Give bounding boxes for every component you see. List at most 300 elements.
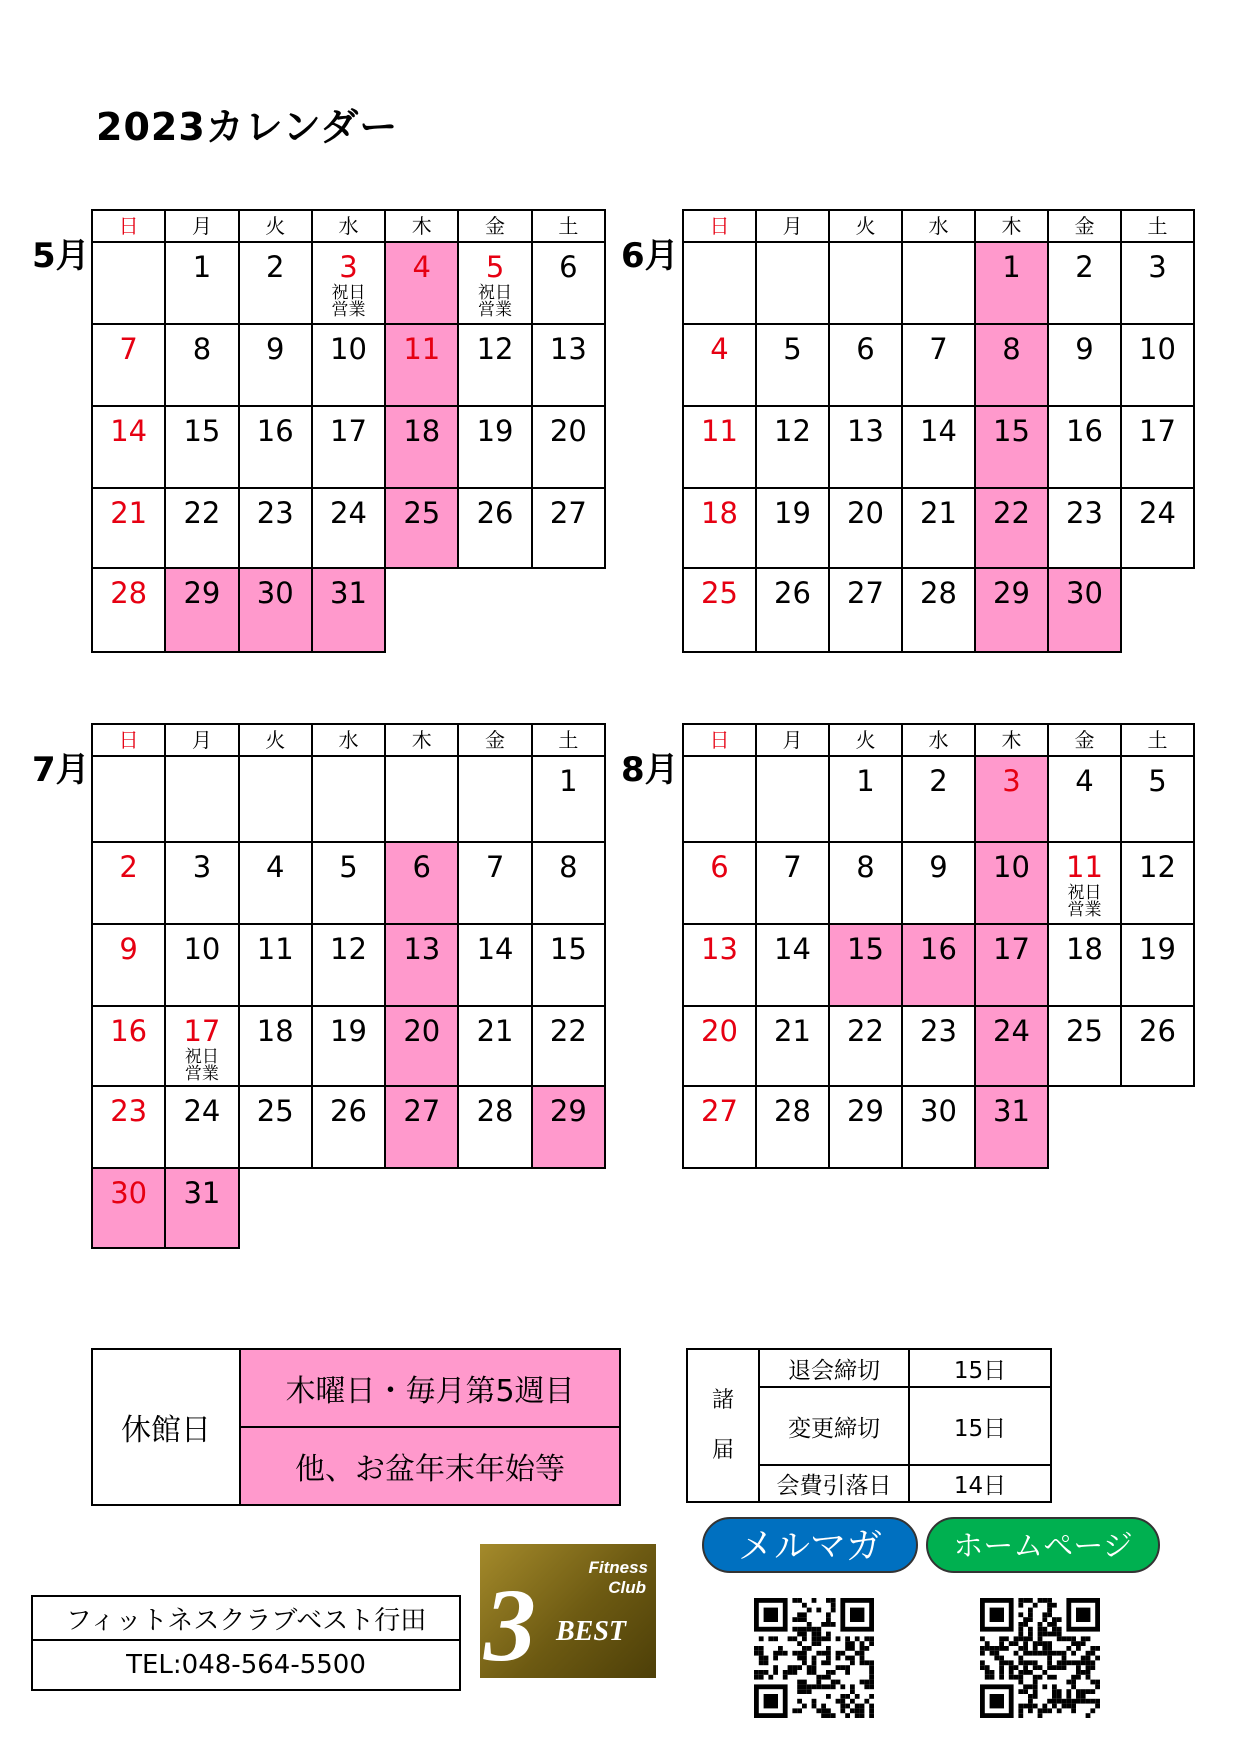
day-number: 7 <box>485 850 505 884</box>
closed-days-rule: 木曜日・毎月第5週目 <box>240 1349 620 1427</box>
calendar-day-cell <box>829 1086 902 1168</box>
calendar-day-cell <box>385 842 458 924</box>
calendar-week-row <box>683 406 1194 488</box>
day-number: 27 <box>701 1094 738 1128</box>
calendar-day-cell <box>1048 242 1121 324</box>
day-number: 2 <box>929 764 948 798</box>
day-number: 23 <box>256 496 294 530</box>
day-number: 25 <box>256 1094 294 1128</box>
calendar-day-cell <box>756 406 829 488</box>
day-number: 21 <box>110 496 148 530</box>
day-number: 11 <box>256 932 294 966</box>
day-number: 18 <box>1066 932 1103 966</box>
calendar-day-cell <box>683 1006 756 1086</box>
day-number: 1 <box>1002 250 1021 284</box>
closed-days-label: 休館日 <box>92 1349 240 1505</box>
day-number: 16 <box>920 932 957 966</box>
calendar-day-cell <box>458 242 531 324</box>
calendar-week-row <box>92 568 605 652</box>
calendar-day-cell <box>312 924 385 1006</box>
calendar-day-cell <box>683 324 756 406</box>
weekday-header-row <box>683 724 1194 756</box>
calendar-day-cell <box>1048 324 1121 406</box>
weekday-header: 火 <box>829 724 902 756</box>
calendar-day-cell <box>165 1168 238 1248</box>
calendar-day-cell <box>683 924 756 1006</box>
calendar-day-cell <box>532 1086 605 1168</box>
day-number: 24 <box>1139 496 1176 530</box>
calendar-day-cell <box>1121 406 1194 488</box>
weekday-header-row <box>92 724 605 756</box>
calendar-day-cell <box>312 568 385 652</box>
day-number: 9 <box>265 332 285 366</box>
day-number: 17 <box>330 414 367 448</box>
calendar-day-cell <box>385 406 458 488</box>
day-number: 30 <box>1066 576 1103 610</box>
day-number: 6 <box>412 850 431 884</box>
calendar-day-cell <box>165 842 238 924</box>
calendar-day-cell <box>902 756 975 842</box>
calendar-day-cell <box>458 324 531 406</box>
day-number: 12 <box>330 932 367 966</box>
day-number: 24 <box>330 496 367 530</box>
calendar-week-row <box>683 756 1194 842</box>
calendar-day-cell <box>1121 842 1194 924</box>
calendar-day-cell <box>239 1086 312 1168</box>
day-number: 13 <box>403 932 441 966</box>
day-number: 4 <box>1075 764 1094 798</box>
holiday-open-note: 祝日 営業 <box>331 283 366 320</box>
calendar-body <box>683 756 1194 1168</box>
calendar-day-cell <box>165 406 238 488</box>
day-number: 28 <box>476 1094 514 1128</box>
day-number: 4 <box>710 332 729 366</box>
calendar-day-cell <box>92 568 165 652</box>
day-number: 10 <box>993 850 1030 884</box>
day-number: 8 <box>1002 332 1021 366</box>
notice-value: 15日 <box>909 1387 1051 1465</box>
day-number: 21 <box>920 496 957 530</box>
calendar-day-cell <box>683 242 756 324</box>
day-number: 20 <box>403 1014 441 1048</box>
calendar-day-cell <box>385 924 458 1006</box>
calendar-day-cell <box>92 242 165 324</box>
day-number: 8 <box>856 850 875 884</box>
calendar-empty-cell <box>1121 1086 1194 1168</box>
weekday-header: 火 <box>829 210 902 242</box>
calendar-day-cell <box>683 568 756 652</box>
closed-days-other: 他、お盆年末年始等 <box>240 1427 620 1505</box>
day-number: 29 <box>549 1094 587 1128</box>
day-number: 25 <box>1066 1014 1103 1048</box>
day-number: 19 <box>1139 932 1176 966</box>
calendar-day-cell <box>92 924 165 1006</box>
weekday-header: 土 <box>532 724 605 756</box>
calendar-day-cell <box>165 324 238 406</box>
day-number: 2 <box>119 850 138 884</box>
calendar-day-cell <box>532 842 605 924</box>
calendar-day-cell <box>902 1086 975 1168</box>
month-label-jun: 6月 <box>621 236 679 276</box>
day-number: 11 <box>701 414 738 448</box>
calendar-week-row <box>683 324 1194 406</box>
calendar-day-cell <box>532 406 605 488</box>
day-number: 23 <box>110 1094 148 1128</box>
day-number: 4 <box>412 250 431 284</box>
calendar-day-cell <box>312 756 385 842</box>
calendar-day-cell <box>458 756 531 842</box>
logo-mark: 3 <box>484 1568 536 1678</box>
holiday-open-note: 祝日 営業 <box>478 283 513 320</box>
day-number: 19 <box>774 496 811 530</box>
calendar-day-cell <box>385 324 458 406</box>
day-number: 30 <box>920 1094 957 1128</box>
weekday-header: 木 <box>385 210 458 242</box>
calendar-day-cell <box>1121 488 1194 568</box>
calendar-day-cell <box>1121 1006 1194 1086</box>
calendar-day-cell <box>92 756 165 842</box>
day-number: 14 <box>110 414 148 448</box>
calendar-day-cell <box>1121 924 1194 1006</box>
day-number: 24 <box>183 1094 221 1128</box>
day-number: 10 <box>1139 332 1176 366</box>
day-number: 25 <box>701 576 738 610</box>
day-number: 20 <box>847 496 884 530</box>
calendar-day-cell <box>385 1086 458 1168</box>
calendar-body <box>92 756 605 1248</box>
calendar-day-cell <box>312 1006 385 1086</box>
calendar-day-cell <box>312 488 385 568</box>
day-number: 3 <box>339 250 358 284</box>
notice-name: 会費引落日 <box>759 1465 909 1502</box>
calendar-day-cell <box>975 406 1048 488</box>
weekday-header: 金 <box>458 724 531 756</box>
day-number: 6 <box>856 332 875 366</box>
calendar-day-cell <box>756 568 829 652</box>
weekday-header: 金 <box>1048 210 1121 242</box>
weekday-header: 月 <box>165 210 238 242</box>
calendar-week-row <box>683 924 1194 1006</box>
calendar-day-cell <box>92 842 165 924</box>
calendar-day-cell <box>165 1006 238 1086</box>
calendar-day-cell <box>1048 406 1121 488</box>
weekday-header: 月 <box>756 724 829 756</box>
day-number: 7 <box>783 850 802 884</box>
calendar-day-cell <box>756 756 829 842</box>
calendar-jul <box>91 723 606 1249</box>
month-label-aug: 8月 <box>621 750 679 790</box>
calendar-day-cell <box>92 324 165 406</box>
calendar-jun <box>682 209 1195 653</box>
calendar-day-cell <box>458 488 531 568</box>
day-number: 27 <box>847 576 884 610</box>
weekday-header: 木 <box>975 210 1048 242</box>
calendar-week-row <box>92 1006 605 1086</box>
day-number: 17 <box>1139 414 1176 448</box>
calendar-day-cell <box>532 324 605 406</box>
calendar-day-cell <box>902 1006 975 1086</box>
weekday-header: 水 <box>902 210 975 242</box>
calendar-day-cell <box>756 1006 829 1086</box>
day-number: 5 <box>1148 764 1167 798</box>
calendar-day-cell <box>312 324 385 406</box>
calendar-day-cell <box>239 924 312 1006</box>
day-number: 13 <box>549 332 587 366</box>
calendar-day-cell <box>756 842 829 924</box>
calendar-day-cell <box>1048 924 1121 1006</box>
day-number: 15 <box>183 414 221 448</box>
day-number: 24 <box>993 1014 1030 1048</box>
day-number: 3 <box>1002 764 1021 798</box>
weekday-header: 日 <box>92 724 165 756</box>
day-number: 14 <box>476 932 514 966</box>
weekday-header: 日 <box>683 210 756 242</box>
calendar-day-cell <box>458 842 531 924</box>
calendar-week-row <box>683 842 1194 924</box>
calendar-day-cell <box>683 842 756 924</box>
day-number: 7 <box>119 332 138 366</box>
day-number: 1 <box>192 250 212 284</box>
calendar-day-cell <box>165 568 238 652</box>
day-number: 9 <box>1075 332 1094 366</box>
calendar-day-cell <box>902 568 975 652</box>
weekday-header: 土 <box>532 210 605 242</box>
day-number: 18 <box>256 1014 294 1048</box>
calendar-day-cell <box>312 842 385 924</box>
day-number: 10 <box>183 932 221 966</box>
calendar-day-cell <box>239 842 312 924</box>
calendar-day-cell <box>1121 242 1194 324</box>
calendar-day-cell <box>458 1086 531 1168</box>
calendar-empty-cell <box>1121 568 1194 652</box>
day-number: 23 <box>1066 496 1103 530</box>
calendar-day-cell <box>165 756 238 842</box>
calendar-day-cell <box>975 242 1048 324</box>
calendar-empty-cell <box>385 568 458 652</box>
calendar-week-row <box>92 242 605 324</box>
calendar-week-row <box>683 242 1194 324</box>
weekday-header-row <box>92 210 605 242</box>
page-title: 2023カレンダー <box>96 105 399 149</box>
day-number: 29 <box>847 1094 884 1128</box>
day-number: 28 <box>774 1094 811 1128</box>
weekday-header-row <box>683 210 1194 242</box>
calendar-day-cell <box>165 924 238 1006</box>
logo-fitness-text: Fitness <box>588 1558 648 1577</box>
notices-table <box>686 1348 1052 1503</box>
day-number: 8 <box>192 332 212 366</box>
calendar-week-row <box>92 924 605 1006</box>
weekday-header: 月 <box>756 210 829 242</box>
calendar-day-cell <box>683 756 756 842</box>
day-number: 5 <box>783 332 802 366</box>
calendar-day-cell <box>975 842 1048 924</box>
calendar-day-cell <box>165 488 238 568</box>
day-number: 13 <box>847 414 884 448</box>
day-number: 22 <box>993 496 1030 530</box>
closed-days-table <box>91 1348 621 1506</box>
day-number: 12 <box>1139 850 1176 884</box>
calendar-day-cell <box>385 756 458 842</box>
weekday-header: 日 <box>683 724 756 756</box>
calendar-day-cell <box>532 924 605 1006</box>
day-number: 25 <box>403 496 441 530</box>
weekday-header: 金 <box>458 210 531 242</box>
club-phone: TEL:048-564-5500 <box>32 1640 460 1690</box>
calendar-day-cell <box>385 1006 458 1086</box>
calendar-day-cell <box>165 1086 238 1168</box>
day-number: 10 <box>330 332 367 366</box>
calendar-day-cell <box>239 568 312 652</box>
calendar-may <box>91 209 606 653</box>
calendar-day-cell <box>756 324 829 406</box>
weekday-header: 木 <box>385 724 458 756</box>
day-number: 7 <box>929 332 948 366</box>
calendar-day-cell <box>92 1086 165 1168</box>
calendar-day-cell <box>312 242 385 324</box>
weekday-header: 木 <box>975 724 1048 756</box>
calendar-day-cell <box>829 324 902 406</box>
calendar-week-row <box>92 324 605 406</box>
holiday-open-note: 祝日 営業 <box>184 1047 219 1084</box>
day-number: 26 <box>774 576 811 610</box>
calendar-day-cell <box>532 242 605 324</box>
calendar-day-cell <box>532 756 605 842</box>
newsletter-button[interactable]: メルマガ <box>702 1517 918 1573</box>
calendar-week-row <box>92 406 605 488</box>
day-number: 8 <box>559 850 578 884</box>
day-number: 20 <box>549 414 587 448</box>
day-number: 3 <box>192 850 212 884</box>
calendar-day-cell <box>1048 842 1121 924</box>
calendar-day-cell <box>975 1086 1048 1168</box>
calendar-day-cell <box>1121 756 1194 842</box>
calendar-day-cell <box>756 924 829 1006</box>
homepage-qr-code[interactable] <box>980 1596 1100 1720</box>
notice-value: 15日 <box>909 1349 1051 1387</box>
calendar-day-cell <box>829 842 902 924</box>
day-number: 6 <box>559 250 578 284</box>
calendar-empty-cell <box>458 568 531 652</box>
calendar-empty-cell <box>385 1168 458 1248</box>
day-number: 5 <box>339 850 358 884</box>
calendar-day-cell <box>458 406 531 488</box>
club-name: フィットネスクラブベスト行田 <box>32 1596 460 1640</box>
calendar-day-cell <box>975 756 1048 842</box>
calendar-day-cell <box>92 1006 165 1086</box>
club-logo <box>480 1544 656 1678</box>
notice-name: 変更締切 <box>759 1387 909 1465</box>
homepage-button[interactable]: ホームページ <box>926 1517 1160 1573</box>
calendar-body <box>92 242 605 652</box>
calendar-day-cell <box>829 406 902 488</box>
day-number: 9 <box>119 932 138 966</box>
weekday-header: 水 <box>312 724 385 756</box>
calendar-week-row <box>683 568 1194 652</box>
calendar-day-cell <box>165 242 238 324</box>
day-number: 12 <box>774 414 811 448</box>
calendar-day-cell <box>239 324 312 406</box>
day-number: 14 <box>920 414 957 448</box>
club-info-table <box>31 1595 461 1691</box>
calendar-day-cell <box>239 406 312 488</box>
calendar-day-cell <box>385 488 458 568</box>
month-label-jul: 7月 <box>32 750 90 790</box>
day-number: 19 <box>330 1014 367 1048</box>
calendar-day-cell <box>1121 324 1194 406</box>
day-number: 27 <box>549 496 587 530</box>
logo-brand-text: BEST <box>556 1616 627 1647</box>
calendar-day-cell <box>902 242 975 324</box>
calendar-day-cell <box>902 488 975 568</box>
day-number: 31 <box>183 1176 221 1210</box>
calendar-day-cell <box>239 756 312 842</box>
day-number: 11 <box>1066 850 1103 884</box>
day-number: 15 <box>993 414 1030 448</box>
weekday-header: 日 <box>92 210 165 242</box>
notices-label: 諸 届 <box>687 1349 759 1502</box>
day-number: 4 <box>265 850 285 884</box>
calendar-day-cell <box>756 488 829 568</box>
calendar-day-cell <box>975 924 1048 1006</box>
day-number: 3 <box>1148 250 1167 284</box>
day-number: 11 <box>403 332 441 366</box>
calendar-day-cell <box>902 924 975 1006</box>
calendar-day-cell <box>902 406 975 488</box>
day-number: 26 <box>476 496 514 530</box>
day-number: 5 <box>485 250 505 284</box>
weekday-header: 火 <box>239 724 312 756</box>
day-number: 22 <box>183 496 221 530</box>
calendar-day-cell <box>1048 568 1121 652</box>
calendar-day-cell <box>829 242 902 324</box>
day-number: 29 <box>993 576 1030 610</box>
calendar-day-cell <box>458 924 531 1006</box>
calendar-day-cell <box>532 1006 605 1086</box>
weekday-header: 水 <box>312 210 385 242</box>
day-number: 31 <box>993 1094 1030 1128</box>
newsletter-qr-code[interactable] <box>754 1596 874 1720</box>
calendar-empty-cell <box>532 1168 605 1248</box>
calendar-empty-cell <box>458 1168 531 1248</box>
calendar-day-cell <box>683 406 756 488</box>
day-number: 30 <box>110 1176 148 1210</box>
calendar-day-cell <box>829 568 902 652</box>
weekday-header: 土 <box>1121 210 1194 242</box>
day-number: 18 <box>701 496 738 530</box>
calendar-day-cell <box>683 1086 756 1168</box>
day-number: 21 <box>476 1014 514 1048</box>
calendar-empty-cell <box>239 1168 312 1248</box>
day-number: 16 <box>110 1014 148 1048</box>
calendar-day-cell <box>975 488 1048 568</box>
calendar-day-cell <box>756 242 829 324</box>
day-number: 20 <box>701 1014 738 1048</box>
calendar-day-cell <box>1048 756 1121 842</box>
day-number: 12 <box>476 332 514 366</box>
calendar-week-row <box>92 842 605 924</box>
calendar-day-cell <box>829 924 902 1006</box>
calendar-day-cell <box>458 1006 531 1086</box>
calendar-week-row <box>683 1006 1194 1086</box>
calendar-week-row <box>683 488 1194 568</box>
day-number: 6 <box>710 850 729 884</box>
notice-name: 退会締切 <box>759 1349 909 1387</box>
day-number: 28 <box>920 576 957 610</box>
calendar-empty-cell <box>532 568 605 652</box>
calendar-day-cell <box>1048 488 1121 568</box>
weekday-header: 月 <box>165 724 238 756</box>
